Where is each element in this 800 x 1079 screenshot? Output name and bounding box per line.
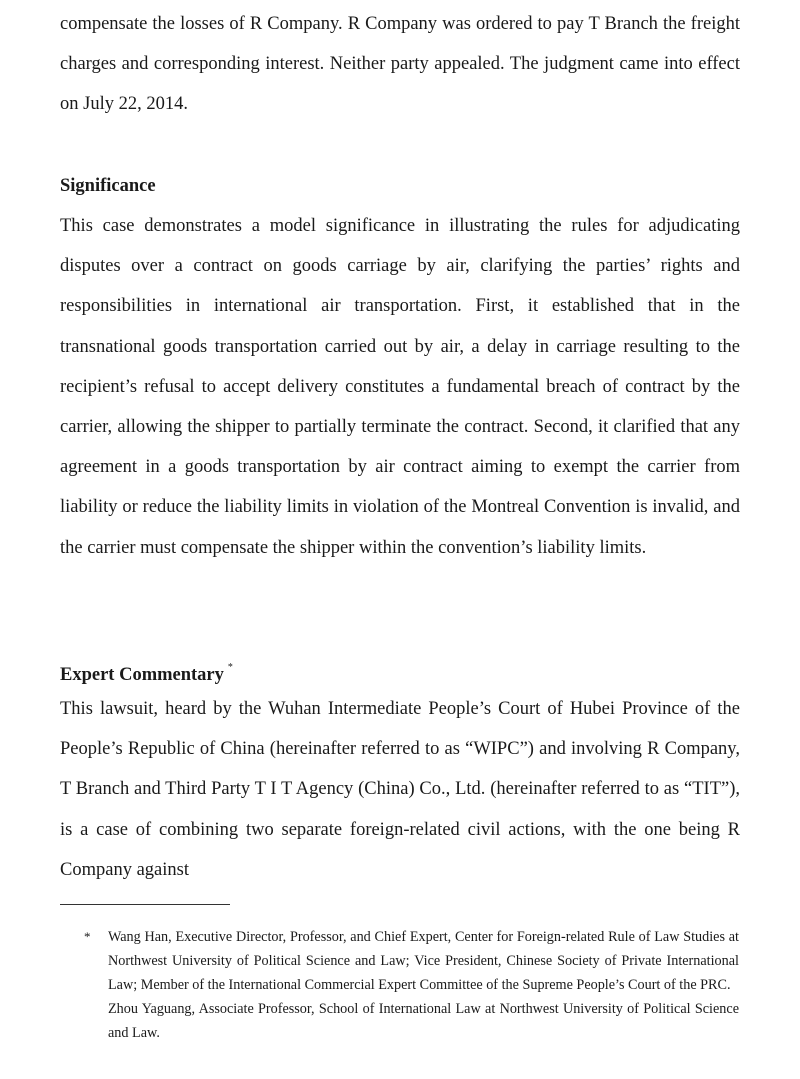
significance-paragraph: This case demonstrates a model significance in illustrating the rules for adjudicating disputes over a contract on goods carriage by air, clarifying the parties’ rights and responsibilities in international air transportation. First, it established that in the transnational goods transportation carried out by air, a delay in carriage resulting to the recipient’s refusal to accept delivery constitutes a fundamental breach of contract by the carrier, allowing the shipper to partially terminate the contract. Second, it clarified that any agreement in a goods transportation by air contract aiming to exempt the carrier from liability or reduce the liability limits in violation of the Montreal Convention is invalid, and the carrier must compensate the shipper within the convention’s liability limits.: [60, 216, 740, 558]
opening-paragraph: compensate the losses of R Company. R Company was ordered to pay T Branch the freight charges and corresponding interest. Neither party appealed. The judgment came into effect on July 22, 2014.: [60, 14, 740, 115]
footnote-marker: *: [84, 929, 91, 944]
expert-commentary-paragraph: This lawsuit, heard by the Wuhan Intermediate People’s Court of Hubei Province of the People’s Republic of China (hereinafter referred to as “WIPC”) and involving R Company, T Branch and Third Party T I T Agency (China) Co., Ltd. (hereinafter referred to as “TIT”), is a case of combining two separate foreign-related civil actions, with the one being R Company against: [60, 699, 740, 880]
significance-heading: Significance: [60, 176, 156, 196]
footnote-reference: *: [227, 662, 233, 673]
expert-commentary-title: Expert Commentary: [60, 665, 224, 685]
footnote-author-wang: Wang Han, Executive Director, Professor, and Chief Expert, Center for Foreign-related Rule of Law Studies at Northwest University of Political Science and Law; Vice President, Chinese Society of Private International Law; Member of the International Commercial Expert Committee of the Supreme People’s Court of the PRC.: [108, 929, 739, 993]
footnote-divider: [60, 904, 230, 905]
footnote: [108, 925, 739, 1045]
footnote-author-zhou: Zhou Yaguang, Associate Professor, School of International Law at Northwest University of Political Science and Law.: [108, 1001, 739, 1041]
